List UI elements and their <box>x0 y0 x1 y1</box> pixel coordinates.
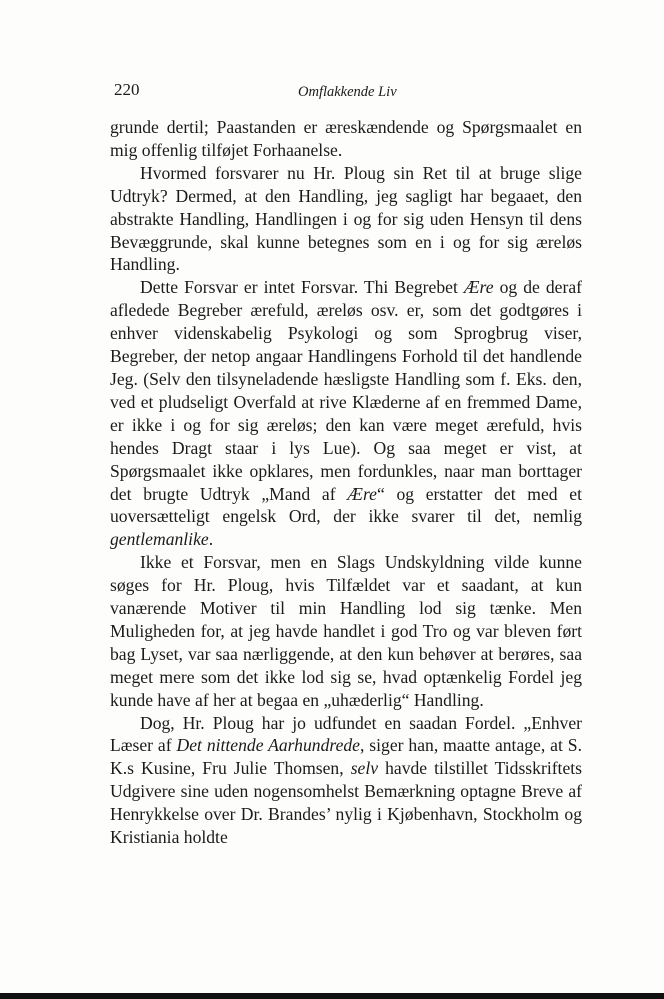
body-text <box>110 116 582 849</box>
text-run: og de deraf afledede Begreber ærefuld, æreløs osv. er, som det godtgøres i enhver videnskabelig Psykologi og som Sprogbrug viser, Begreber, der netop angaar Handlingens Forhold til det handlende Jeg. (Selv den tilsyneladende hæsligste Handling som f. Eks. den, ved et pludseligt Overfald at rive Klæderne af en fremmed Dame, er ikke i og for sig æreløs; den kan være meget ærefuld, hvis hendes Dragt staar i lys Lue). Og saa meget er vist, at Spørgsmaalet ikke opklares, men fordunkles, naar man borttager det brugte Udtryk „Mand af <box>110 277 583 504</box>
text-run: Dette Forsvar er intet Forsvar. Thi Begrebet <box>140 277 464 298</box>
page-bottom-edge <box>0 993 664 999</box>
text-run: “ og erstatter det med et uoversætteligt engelsk Ord, der ikke svarer til det, nemlig <box>110 483 582 527</box>
italic-run: Det nittende Aarhundrede <box>176 735 360 756</box>
italic-run: selv <box>350 758 379 779</box>
paragraph-4 <box>110 551 582 711</box>
italic-run: Ære <box>463 277 494 298</box>
paragraph-2 <box>110 162 582 277</box>
running-title: Omflakkende Liv <box>298 84 397 100</box>
paragraph-5 <box>110 712 582 849</box>
text-run: havde tilstillet Tidsskriftets Udgivere sine uden nogensomhelst Bemærkning optagne Breve af Henrykkelse over Dr. Brandes’ nylig i Kjøbenhavn, Stockholm og Kristiania holdte <box>110 758 582 848</box>
page-number: 220 <box>114 80 140 99</box>
text-run: Hvormed forsvarer nu Hr. Ploug sin Ret til at bruge slige Udtryk? Dermed, at den Handling, jeg sagligt har begaaet, den abstrakte Handling, Handlingen i og for sig uden Hensyn til dens Bevæggrunde, skal kunne betegnes som en i og for sig æreløs Handling. <box>110 162 582 275</box>
text-run: Ikke et Forsvar, men en Slags Undskyldning vilde kunne søges for Hr. Ploug, hvis Tilfældet var et saadant, at kun vanærende Motiver til min Handling lod sig tænke. Men Muligheden for, at jeg havde handlet i god Tro og var bleven ført bag Lyset, var saa nærliggende, at den kun behøver at berøres, saa meget mere som det ikke lod sig se, hvad optænkelig Fordel jeg kunde have af her at begaa en „uhæderlig“ Handling. <box>110 552 582 710</box>
italic-run: gentlemanlike <box>110 529 209 550</box>
text-run: grunde dertil; Paastanden er æreskændende og Spørgsmaalet en mig offenlig tilføjet Forhaanelse. <box>110 117 582 160</box>
italic-run: Ære <box>347 483 377 504</box>
paragraph-1 <box>110 116 582 162</box>
text-run: . <box>208 529 214 550</box>
paragraph-3 <box>110 276 582 551</box>
text-run: Dog, Hr. Ploug har jo udfundet en saadan Fordel. „Enhver Læser af <box>110 712 582 756</box>
text-run: , siger han, maatte antage, at S. K.s Kusine, Fru Julie Thomsen, <box>110 735 582 779</box>
